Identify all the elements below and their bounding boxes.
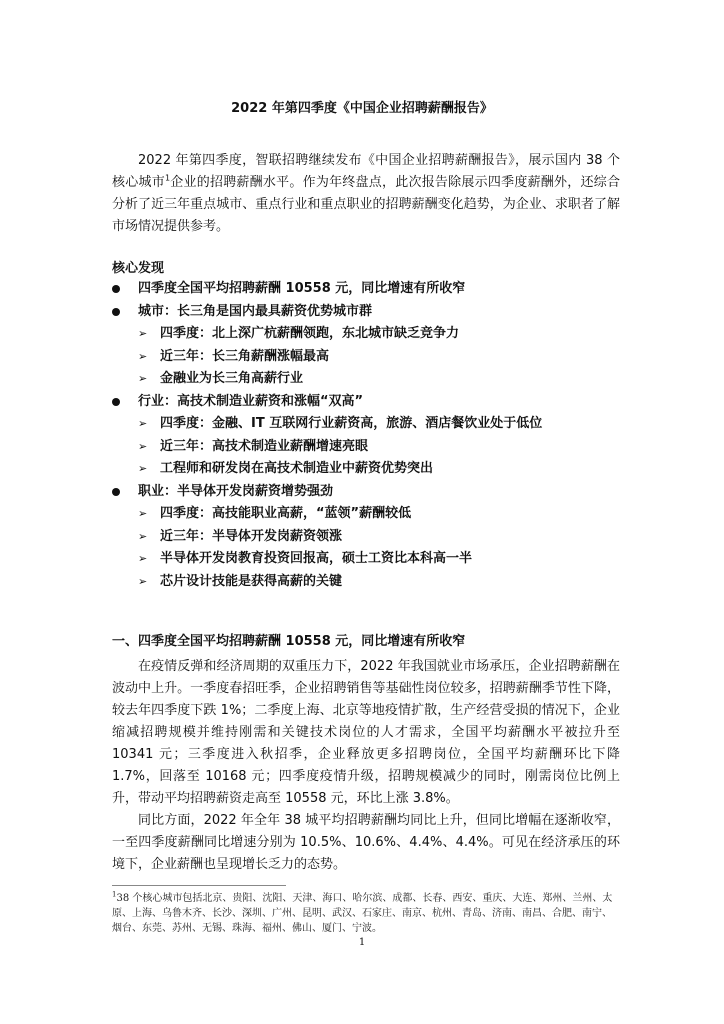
finding-text: 城市：长三角是国内最具薪资优势城市群 [138, 303, 373, 319]
footnote [112, 891, 620, 936]
arrow-bullet-icon: ➢ [138, 372, 148, 385]
finding-subitem [112, 571, 620, 594]
finding-subitem [112, 458, 620, 481]
finding-subitem [112, 548, 620, 571]
bullet-dot-icon [112, 398, 120, 406]
finding-subitem [112, 413, 620, 436]
finding-item [112, 391, 620, 414]
finding-text: 行业：高技术制造业薪资和涨幅“双高” [138, 393, 364, 409]
finding-subitem [112, 436, 620, 459]
bullet-dot-icon [112, 308, 120, 316]
finding-subitem [112, 368, 620, 391]
arrow-bullet-icon: ➢ [138, 327, 148, 340]
finding-item [112, 481, 620, 504]
finding-subtext: 四季度：金融、IT 互联网行业薪资高，旅游、酒店餐饮业处于低位 [160, 416, 543, 431]
footnote-ref[interactable]: 1 [164, 173, 171, 183]
arrow-bullet-icon: ➢ [138, 417, 148, 430]
finding-subtext: 半导体开发岗教育投资回报高，硕士工资比本科高一半 [160, 551, 473, 566]
finding-subtext: 四季度：北上深广杭薪酬领跑，东北城市缺乏竞争力 [160, 326, 460, 341]
findings-list [112, 278, 620, 593]
finding-item [112, 278, 620, 301]
finding-subtext: 四季度：高技能职业高薪，“蓝领”薪酬较低 [160, 506, 412, 521]
arrow-bullet-icon: ➢ [138, 462, 148, 475]
arrow-bullet-icon: ➢ [138, 507, 148, 520]
finding-subitem [112, 323, 620, 346]
finding-text: 职业：半导体开发岗薪资增势强劲 [138, 483, 334, 499]
finding-subitem [112, 503, 620, 526]
section-1-body [112, 656, 620, 876]
intro-text-end: 企业的招聘薪酬水平。作为年终盘点，此次报告除展示四季度薪酬外，还综合分析了近三年重点城市、重点行业和重点职业的招聘薪酬变化趋势，为企业、求职者了解市场情况提供参考。 [112, 175, 620, 234]
finding-subtext: 芯片设计技能是获得高薪的关键 [160, 573, 343, 589]
footnote-divider [112, 885, 286, 886]
findings-heading: 核心发现 [112, 261, 165, 276]
finding-text: 四季度全国平均招聘薪酬 10558 元，同比增速有所收窄 [138, 281, 466, 296]
footnote-text: 38 个核心城市包括北京、贵阳、沈阳、天津、海口、哈尔滨、成都、长春、西安、重庆、大连、郑州、兰州、太原、上海、乌鲁木齐、长沙、深圳、广州、昆明、武汉、石家庄、南京、杭州、青岛、济南、南昌、合肥、南宁、烟台、东莞、苏州、无锡、珠海、福州、佛山、厦门、宁波。 [112, 893, 613, 934]
bullet-dot-icon [112, 285, 120, 293]
finding-subitem [112, 346, 620, 369]
body-paragraph: 同比方面，2022 年全年 38 城平均招聘薪酬均同比上升，但同比增幅在逐渐收窄，一至四季度薪酬同比增速分别为 10.5%、10.6%、4.4%、4.4%。可见在经济承压的环境下，企业薪酬也呈现增长乏力的态势。 [112, 813, 620, 872]
finding-subtext: 近三年：长三角薪酬涨幅最高 [160, 348, 330, 364]
finding-subitem [112, 526, 620, 549]
arrow-bullet-icon: ➢ [138, 574, 148, 588]
finding-item [112, 301, 620, 324]
arrow-bullet-icon: ➢ [138, 439, 148, 453]
page-title: 2022 年第四季度《中国企业招聘薪酬报告》 [231, 101, 493, 116]
body-paragraph: 在疫情反弹和经济周期的双重压力下，2022 年我国就业市场承压，企业招聘薪酬在波动中上升。一季度春招旺季，企业招聘销售等基础性岗位较多，招聘薪酬季节性下降，较去年四季度下跌 1%；二季度上海、北京等地疫情扩散，生产经营受损的情况下，企业缩减招聘规模并维持刚需和关键技术岗位的人才需求，全国平均薪酬水平被拉升至 10341 元；三季度进入秋招季，企业释放更多招聘岗位，全国平均薪酬环比下降 1.7%，回落至 10168 元；四季度疫情升级，招聘规模减少的同时，刚需岗位比例上升，带动平均招聘薪资走高至 10558 元，环比上涨 3.8%。 [112, 659, 620, 806]
finding-subtext: 近三年：半导体开发岗薪资领涨 [160, 528, 343, 544]
section-1-title: 一、四季度全国平均招聘薪酬 10558 元，同比增速有所收窄 [112, 634, 466, 649]
arrow-bullet-icon: ➢ [138, 552, 148, 565]
intro-text-start: 2022 年第四季度，智联招聘继续发布《中国企业招聘薪酬报告》，展示国内 38 个核心城市 [112, 153, 620, 190]
finding-subtext: 近三年：高技术制造业薪酬增速亮眼 [160, 438, 369, 454]
arrow-bullet-icon: ➢ [138, 349, 148, 363]
finding-subtext: 工程师和研发岗在高技术制造业中薪资优势突出 [160, 461, 434, 476]
finding-subtext: 金融业为长三角高薪行业 [160, 371, 304, 386]
intro-paragraph [112, 150, 620, 238]
footnote-mark: 1 [112, 890, 117, 899]
page-number: 1 [358, 937, 366, 948]
arrow-bullet-icon: ➢ [138, 529, 148, 543]
bullet-dot-icon [112, 488, 120, 496]
